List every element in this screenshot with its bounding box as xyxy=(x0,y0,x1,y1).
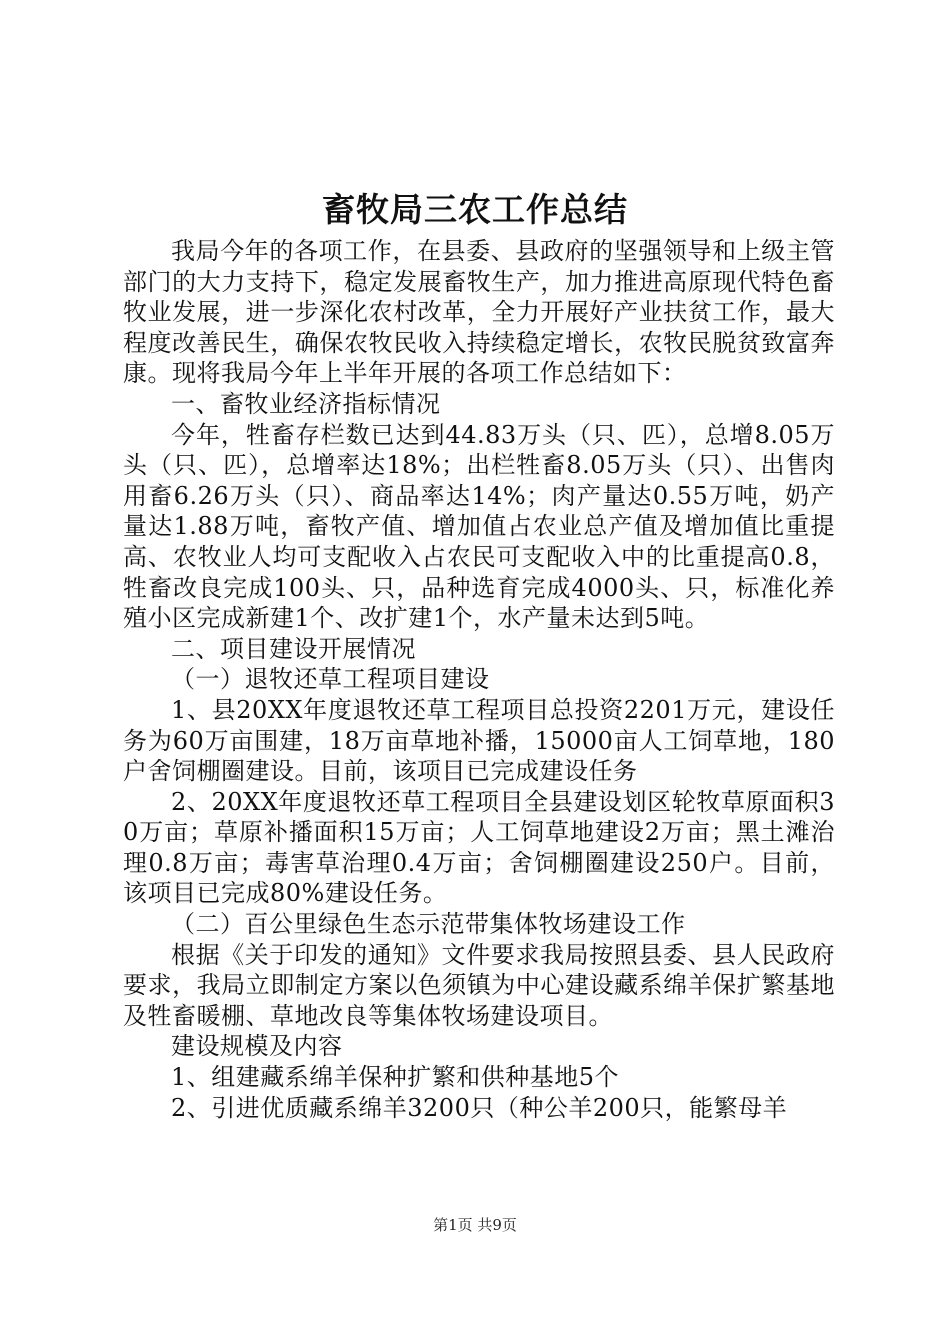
paragraph-ecological-belt: 根据《关于印发的通知》文件要求我局按照县委、县人民政府要求，我局立即制定方案以色须镇为中心建设藏系绵羊保扩繁基地及牲畜暖棚、草地改良等集体牧场建设项目。 xyxy=(123,940,835,1030)
paragraph-project-item-1: 1、县20XX年度退牧还草工程项目总投资2201万元，建设任务为60万亩围建，18万亩草地补播，15000亩人工饲草地，180户舍饲棚圈建设。目前，该项目已完成建设任务 xyxy=(123,695,835,786)
heading-scale-and-content: 建设规模及内容 xyxy=(171,1032,343,1061)
page-number-footer: 第1页 共9页 xyxy=(433,1216,517,1234)
paragraph-project-item-2: 2、20XX年度退牧还草工程项目全县建设划区轮牧草原面积30万亩；草原补播面积15万亩；人工饲草地建设2万亩；黑土滩治理0.8万亩；毒害草治理0.4万亩；舍饲棚圈建设250户。目前，该项目已完成80%建设任务。 xyxy=(123,787,835,908)
list-item-breeding-bases: 1、组建藏系绵羊保种扩繁和供种基地5个 xyxy=(171,1063,620,1092)
subsection-heading-ecological-belt: （二）百公里绿色生态示范带集体牧场建设工作 xyxy=(171,910,686,939)
list-item-sheep-import: 2、引进优质藏系绵羊3200只（种公羊200只，能繁母羊 xyxy=(171,1093,788,1122)
paragraph-intro: 我局今年的各项工作，在县委、县政府的坚强领导和上级主管部门的大力支持下，稳定发展畜牧生产，加力推进高原现代特色畜牧业发展，进一步深化农村改革，全力开展好产业扶贫工作，最大程度改善民生，确保农牧民收入持续稳定增长，农牧民脱贫致富奔康。现将我局今年上半年开展的各项工作总结如下： xyxy=(123,237,835,388)
paragraph-economic-indicators: 今年，牲畜存栏数已达到44.83万头（只、匹），总增8.05万头（只、匹），总增率达18%；出栏牲畜8.05万头（只）、出售肉用畜6.26万头（只）、商品率达14%；肉产量达0.55万吨，奶产量达1.88万吨，畜牧产值、增加值占农业总产值及增加值比重提高、农牧业人均可支配收入占农民可支配收入中的比重提高0.8，牲畜改良完成100头、只，品种选育完成4000头、只，标准化养殖小区完成新建1个、改扩建1个，水产量未达到5吨。 xyxy=(123,420,835,633)
document-title: 畜牧局三农工作总结 xyxy=(322,190,628,229)
document-body xyxy=(123,236,835,1123)
subsection-heading-grazing-to-grass: （一）退牧还草工程项目建设 xyxy=(171,665,490,694)
section-heading-project-construction: 二、项目建设开展情况 xyxy=(171,634,416,663)
section-heading-economic-indicators: 一、畜牧业经济指标情况 xyxy=(171,389,441,418)
